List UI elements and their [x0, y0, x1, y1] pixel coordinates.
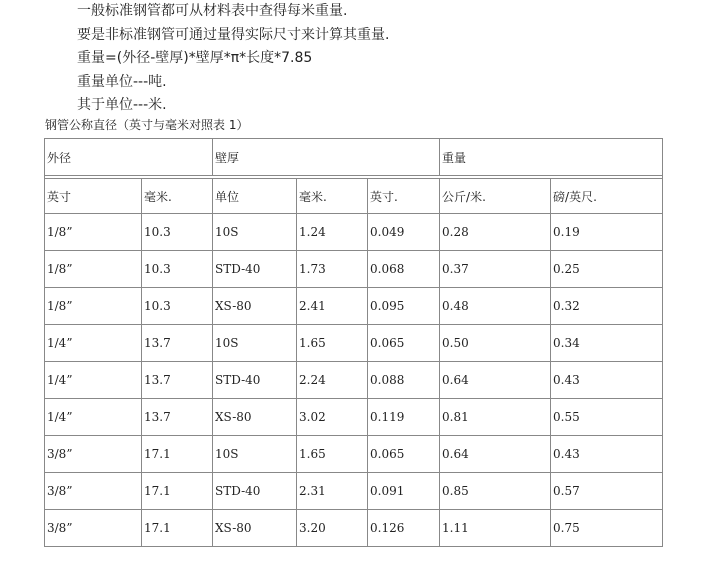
table-cell: 0.049 — [368, 214, 440, 251]
table-cell: 0.25 — [551, 251, 663, 288]
table-cell: 0.57 — [551, 473, 663, 510]
table-cell: STD-40 — [213, 362, 297, 399]
column-header: 公斤/米. — [440, 179, 551, 214]
table-cell: 0.81 — [440, 399, 551, 436]
column-header: 英寸 — [45, 179, 142, 214]
table-cell: 1/8” — [45, 288, 142, 325]
intro-line: 一般标准钢管都可从材料表中查得每米重量. — [77, 3, 348, 19]
table-cell: 1.11 — [440, 510, 551, 547]
table-cell: 10.3 — [142, 251, 213, 288]
column-header: 英寸. — [368, 179, 440, 214]
table-cell: 17.1 — [142, 436, 213, 473]
table-cell: 10S — [213, 214, 297, 251]
column-header: 单位 — [213, 179, 297, 214]
column-header: 磅/英尺. — [551, 179, 663, 214]
table-cell: 10S — [213, 325, 297, 362]
table-cell: 0.64 — [440, 362, 551, 399]
pipe-size-table — [44, 138, 663, 547]
table-cell: 0.19 — [551, 214, 663, 251]
intro-line: 重量单位---吨. — [77, 73, 167, 90]
table-cell: 0.64 — [440, 436, 551, 473]
table-cell: 10S — [213, 436, 297, 473]
table-cell: 0.85 — [440, 473, 551, 510]
table-cell: 3.20 — [297, 510, 368, 547]
table-row — [45, 214, 663, 251]
table-cell: 0.095 — [368, 288, 440, 325]
table-cell: 1/8” — [45, 214, 142, 251]
table-cell: 2.41 — [297, 288, 368, 325]
table-caption: 钢管公称直径（英寸与毫米对照表 1） — [45, 118, 249, 132]
table-cell: 10.3 — [142, 214, 213, 251]
table-row — [45, 362, 663, 399]
table-cell: 10.3 — [142, 288, 213, 325]
column-header-row — [45, 179, 663, 214]
table-row — [45, 473, 663, 510]
table-cell: 13.7 — [142, 399, 213, 436]
table-cell: 1.24 — [297, 214, 368, 251]
table-cell: 1/4” — [45, 325, 142, 362]
table-cell: 0.43 — [551, 362, 663, 399]
table-cell: 3/8” — [45, 510, 142, 547]
table-cell: STD-40 — [213, 473, 297, 510]
table-cell: 3.02 — [297, 399, 368, 436]
table-cell: 0.43 — [551, 436, 663, 473]
group-header-outer-diameter: 外径 — [45, 139, 213, 176]
column-header: 毫米. — [297, 179, 368, 214]
table-row — [45, 510, 663, 547]
group-header-wall-thickness: 壁厚 — [213, 139, 440, 176]
table-cell: 1/4” — [45, 399, 142, 436]
intro-text — [77, 0, 677, 118]
table-cell: 0.75 — [551, 510, 663, 547]
column-header: 毫米. — [142, 179, 213, 214]
intro-line: 要是非标准钢管可通过量得实际尺寸来计算其重量. — [77, 26, 390, 43]
table-cell: 0.088 — [368, 362, 440, 399]
table-cell: 1.65 — [297, 325, 368, 362]
table-cell: 2.24 — [297, 362, 368, 399]
table-cell: 13.7 — [142, 362, 213, 399]
group-header-weight: 重量 — [440, 139, 663, 176]
table-cell: 17.1 — [142, 473, 213, 510]
table-cell: 0.50 — [440, 325, 551, 362]
table-row — [45, 399, 663, 436]
intro-line: 其于单位---米. — [77, 97, 167, 113]
table-cell: 0.37 — [440, 251, 551, 288]
table-cell: 0.32 — [551, 288, 663, 325]
table-cell: 0.28 — [440, 214, 551, 251]
table-cell: 0.48 — [440, 288, 551, 325]
group-header-row — [45, 139, 663, 176]
table-row — [45, 251, 663, 288]
table-cell: 0.065 — [368, 325, 440, 362]
table-cell: 0.126 — [368, 510, 440, 547]
table-cell: 0.34 — [551, 325, 663, 362]
table-cell: 3/8” — [45, 473, 142, 510]
table-cell: 1/4” — [45, 362, 142, 399]
table-row — [45, 436, 663, 473]
table-cell: 2.31 — [297, 473, 368, 510]
formula-line: 重量=(外径-壁厚)*壁厚*π*长度*7.85 — [77, 50, 313, 66]
table-cell: XS-80 — [213, 399, 297, 436]
table-cell: 17.1 — [142, 510, 213, 547]
table-cell: 0.119 — [368, 399, 440, 436]
table-cell: 0.065 — [368, 436, 440, 473]
table-row — [45, 325, 663, 362]
table-cell: 0.55 — [551, 399, 663, 436]
table-cell: XS-80 — [213, 288, 297, 325]
table-cell: 1/8” — [45, 251, 142, 288]
table-cell: XS-80 — [213, 510, 297, 547]
table-cell: 3/8” — [45, 436, 142, 473]
table-cell: 13.7 — [142, 325, 213, 362]
table-cell: STD-40 — [213, 251, 297, 288]
table-cell: 0.091 — [368, 473, 440, 510]
table-row — [45, 288, 663, 325]
table-cell: 0.068 — [368, 251, 440, 288]
table-cell: 1.73 — [297, 251, 368, 288]
table-cell: 1.65 — [297, 436, 368, 473]
